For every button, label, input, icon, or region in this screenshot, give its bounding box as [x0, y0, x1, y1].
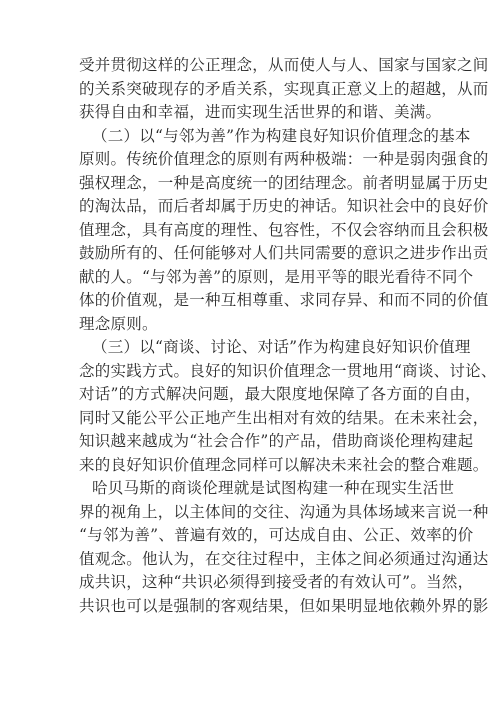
text-line: 原则。传统价值理念的原则有两种极端：一种是弱肉强食的 — [79, 150, 489, 168]
body-text — [79, 54, 497, 618]
text-line: 来的良好知识价值理念同样可以解决未来社会的整合难题。 — [79, 455, 489, 474]
text-line: 受并贯彻这样的公正理念，从而使人与人、国家与国家之间 — [79, 56, 489, 74]
text-line: 的淘汰品，而后者却属于历史的神话。知识社会中的良好价 — [79, 197, 489, 215]
paragraph-start-line: （二）以“与邻为善”作为构建良好知识价值理念的基本 — [92, 126, 471, 145]
text-line: 对话”的方式解决问题，最大限度地保障了各方面的自由， — [79, 385, 481, 403]
text-line: 体的价值观，是一种互相尊重、求同存异、和而不同的价值 — [79, 291, 489, 309]
paragraph-start-line: 哈贝马斯的商谈伦理就是试图构建一种在现实生活世 — [92, 479, 455, 497]
text-line: 的关系突破现存的矛盾关系，实现真正意义上的超越，从而 — [79, 79, 489, 98]
text-line: 值理念，具有高度的理性、包容性，不仅会容纳而且会积极 — [79, 220, 489, 239]
text-line: 强权理念，一种是高度统一的团结理念。前者明显属于历史 — [79, 173, 489, 192]
text-line: 鼓励所有的、任何能够对人们共同需要的意识之进步作出贡 — [79, 244, 489, 262]
text-line: 念的实践方式。良好的知识价值理念一贯地用“商谈、讨论、 — [79, 361, 497, 380]
text-line: 同时又能公平公正地产生出相对有效的结果。在未来社会， — [79, 408, 489, 427]
paragraph-start-line: （三）以“商谈、讨论、对话”作为构建良好知识价值理 — [92, 338, 471, 356]
text-line: “与邻为善”、普遍有效的，可达成自由、公正、效率的价 — [79, 526, 474, 544]
text-line: 理念原则。 — [79, 314, 158, 333]
text-line: 值观念。他认为，在交往过程中，主体之间必须通过沟通达 — [79, 549, 489, 568]
text-line: 获得自由和幸福，进而实现生活世界的和谐、美满。 — [79, 103, 442, 121]
text-line: 界的视角上，以主体间的交往、沟通为具体场域来言说一种 — [79, 502, 489, 521]
text-line: 成共识，这种“共识必须得到接受者的有效认可”。当然， — [79, 573, 474, 591]
text-line: 共识也可以是强制的客观结果，但如果明显地依赖外界的影 — [79, 596, 489, 615]
text-line: 知识越来越成为“社会合作”的产品，借助商谈伦理构建起 — [79, 432, 474, 450]
text-line: 献的人。“与邻为善”的原则，是用平等的眼光看待不同个 — [79, 267, 474, 286]
